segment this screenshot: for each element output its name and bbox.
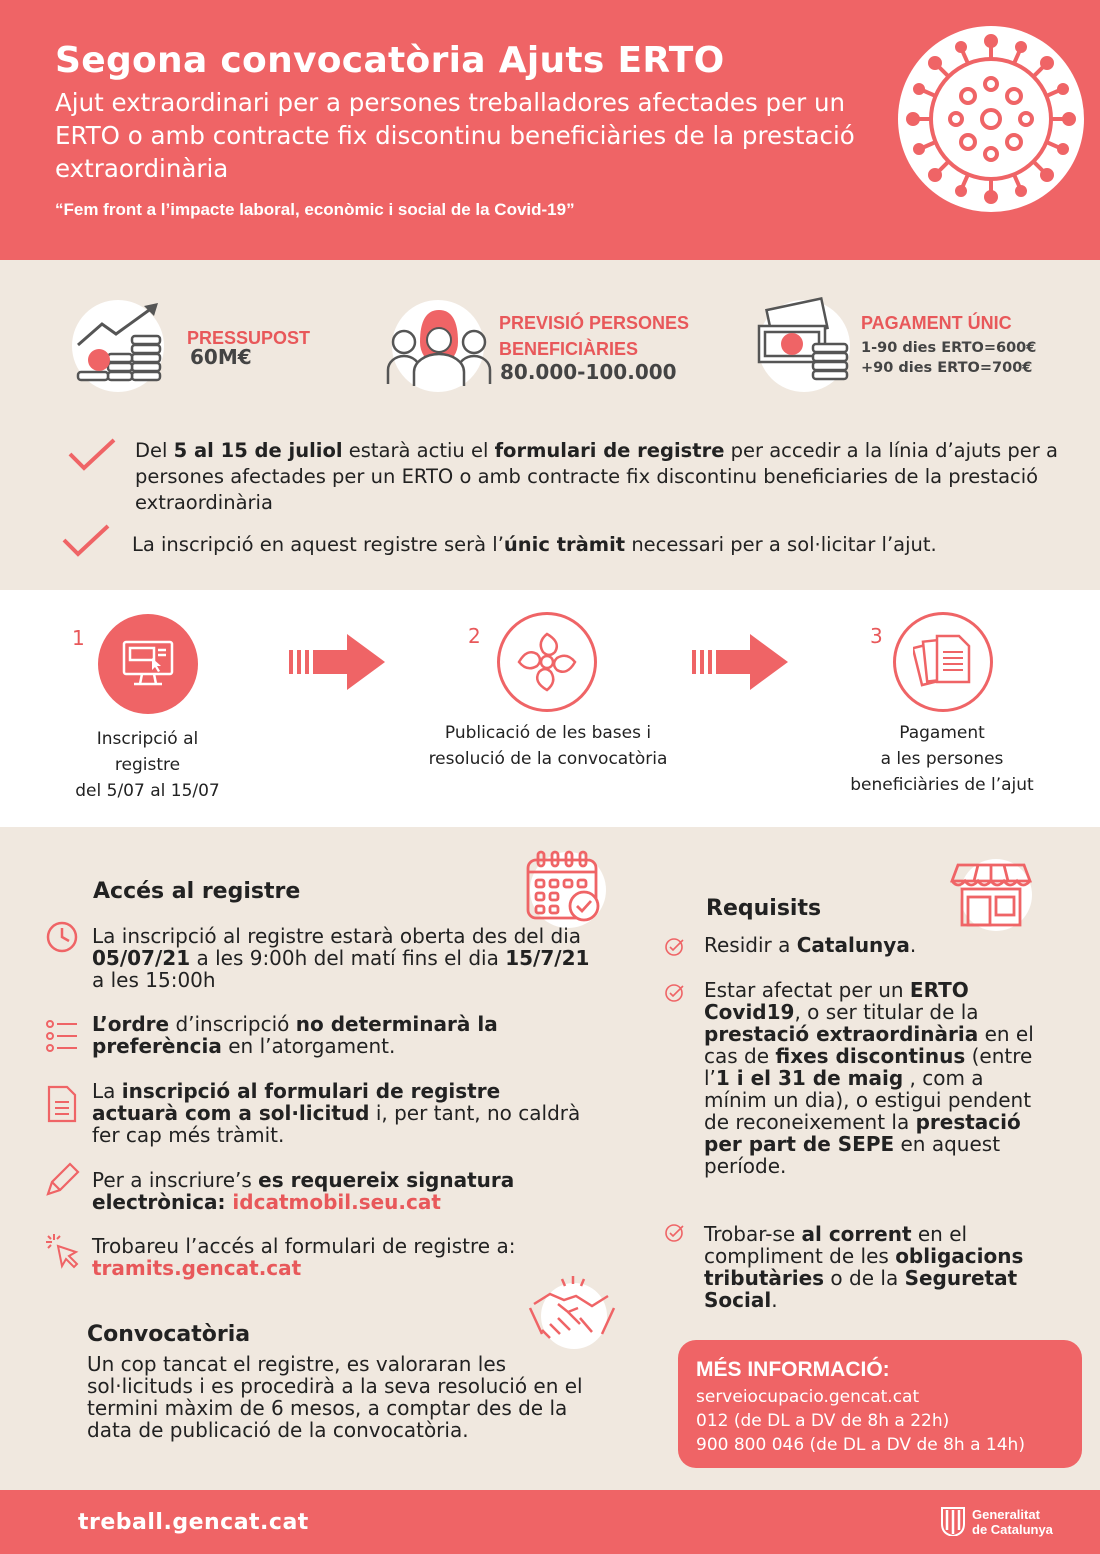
- page-subtitle: Ajut extraordinari per a persones treballadores afectades per un ERTO o amb contracte fix discontinu beneficiàries de la prestació extraordinària: [55, 88, 855, 183]
- clock-icon: [45, 920, 79, 954]
- access-dates-text: La inscripció al registre estarà oberta des del dia 05/07/21 a les 9:00h del matí fins el dia 15/7/21 a les 15:00h: [92, 924, 590, 992]
- payment-label: PAGAMENT ÚNIC: [861, 313, 1012, 333]
- step-1-text: Inscripció al registre del 5/07 al 15/07: [75, 729, 220, 801]
- process-steps: [0, 590, 1100, 827]
- beneficiaries-label-1: PREVISIÓ PERSONES: [499, 313, 690, 333]
- call-text: Un cop tancat el registre, es valoraran les sol·licituds i es procedirà a la seva resolució en el termini màxim de 6 mesos, a comptar des de la data de publicació de la convocatòria.: [87, 1352, 583, 1442]
- footer-site-link[interactable]: treball.gencat.cat: [78, 1510, 309, 1535]
- registration-period-text: Del 5 al 15 de juliol estarà actiu el formulari de registre per accedir a la línia d’ajuts per a persones afectades per un ERTO o amb contracte fix discontinu beneficiaries de la prestació extraordinària: [135, 439, 1058, 514]
- page-title: Segona convocatòria Ajuts ERTO: [55, 40, 725, 81]
- handshake-icon: [528, 1274, 618, 1350]
- growth-coins-icon: [72, 300, 172, 390]
- step-number: 1: [72, 626, 85, 650]
- form-access-text: Trobareu l’accés al formulari de registre a: tramits.gencat.cat: [92, 1234, 516, 1280]
- beneficiaries-label-2: BENEFICIÀRIES: [499, 339, 639, 359]
- checkmark-icon: [60, 522, 112, 558]
- hands-chain-icon: [513, 628, 581, 696]
- generalitat-logo-text: Generalitat de Catalunya: [972, 1507, 1053, 1537]
- pencil-icon: [44, 1162, 80, 1198]
- calendar-icon: [522, 848, 606, 928]
- signature-text: Per a inscriure’s es requereix signatura electrònica: idcatmobil.seu.cat: [92, 1168, 515, 1214]
- more-info-phone-012: 012 (de DL a DV de 8h a 22h): [696, 1411, 950, 1431]
- document-icon: [46, 1084, 78, 1124]
- arrow-right-icon: [690, 632, 790, 692]
- order-text: L’ordre d’inscripció no determinarà la preferència en l’atorgament.: [92, 1012, 498, 1058]
- more-info-phone-900: 900 800 046 (de DL a DV de 8h a 14h): [696, 1435, 1025, 1455]
- more-info-title: MÉS INFORMACIÓ:: [696, 1358, 890, 1381]
- computer-icon: [118, 634, 178, 694]
- requirement-erto: Estar afectat per un ERTO Covid19, o ser titular de la prestació extraordinària en el cas de fixes discontinus (entre l’1 i el 31 de maig , com a mínim un dia), o estigui pendent de reconeixement la prestació per part de SEPE en aquest període.: [704, 978, 1034, 1178]
- step-number: 2: [468, 624, 481, 648]
- requirement-residence: Residir a Catalunya.: [704, 933, 917, 957]
- budget-value: 60M€: [190, 345, 252, 369]
- access-section-title: Accés al registre: [93, 879, 301, 904]
- money-icon: [755, 296, 855, 388]
- call-section-title: Convocatòria: [87, 1322, 251, 1347]
- cursor-click-icon: [44, 1232, 82, 1270]
- checkmark-icon: [66, 436, 118, 472]
- list-icon: [45, 1018, 79, 1054]
- beneficiaries-value: 80.000-100.000: [500, 360, 677, 384]
- more-info-website[interactable]: serveiocupacio.gencat.cat: [696, 1387, 920, 1407]
- check-circle-icon: [664, 936, 686, 958]
- step-2-text: Publicació de les bases i resolució de la convocatòria: [428, 723, 668, 769]
- form-as-application-text: La inscripció al formulari de registre actuarà com a sol·licitud i, per tant, no caldrà fer cap més tràmit.: [92, 1079, 581, 1147]
- arrow-right-icon: [287, 632, 387, 692]
- step-3-text: Pagament a les persones beneficiàries de l’ajut: [850, 723, 1034, 795]
- people-icon: [384, 300, 494, 390]
- virus-icon: [898, 26, 1084, 212]
- slogan-quote: “Fem front a l’impacte laboral, econòmic i social de la Covid-19”: [55, 200, 575, 219]
- requirement-tax: Trobar-se al corrent en el compliment de les obligacions tributàries o de la Seguretat Social.: [704, 1222, 1024, 1312]
- documents-icon: [913, 630, 975, 694]
- requirements-section-title: Requisits: [706, 896, 822, 921]
- shop-icon: [950, 855, 1032, 935]
- generalitat-logo-icon: [940, 1506, 966, 1536]
- tramits-link[interactable]: tramits.gencat.cat: [92, 1256, 302, 1280]
- idcat-link[interactable]: idcatmobil.seu.cat: [232, 1190, 441, 1214]
- payment-line-1: 1-90 dies ERTO=600€: [861, 340, 1037, 356]
- single-procedure-text: La inscripció en aquest registre serà l’únic tràmit necessari per a sol·licitar l’ajut.: [132, 533, 937, 556]
- check-circle-icon: [664, 982, 686, 1004]
- payment-line-2: +90 dies ERTO=700€: [861, 360, 1033, 376]
- footer: [0, 1490, 1100, 1554]
- step-number: 3: [870, 624, 883, 648]
- check-circle-icon: [664, 1222, 686, 1244]
- more-info-box: [678, 1340, 1082, 1468]
- budget-label: PRESSUPOST: [187, 328, 311, 348]
- header-banner: [0, 0, 1100, 260]
